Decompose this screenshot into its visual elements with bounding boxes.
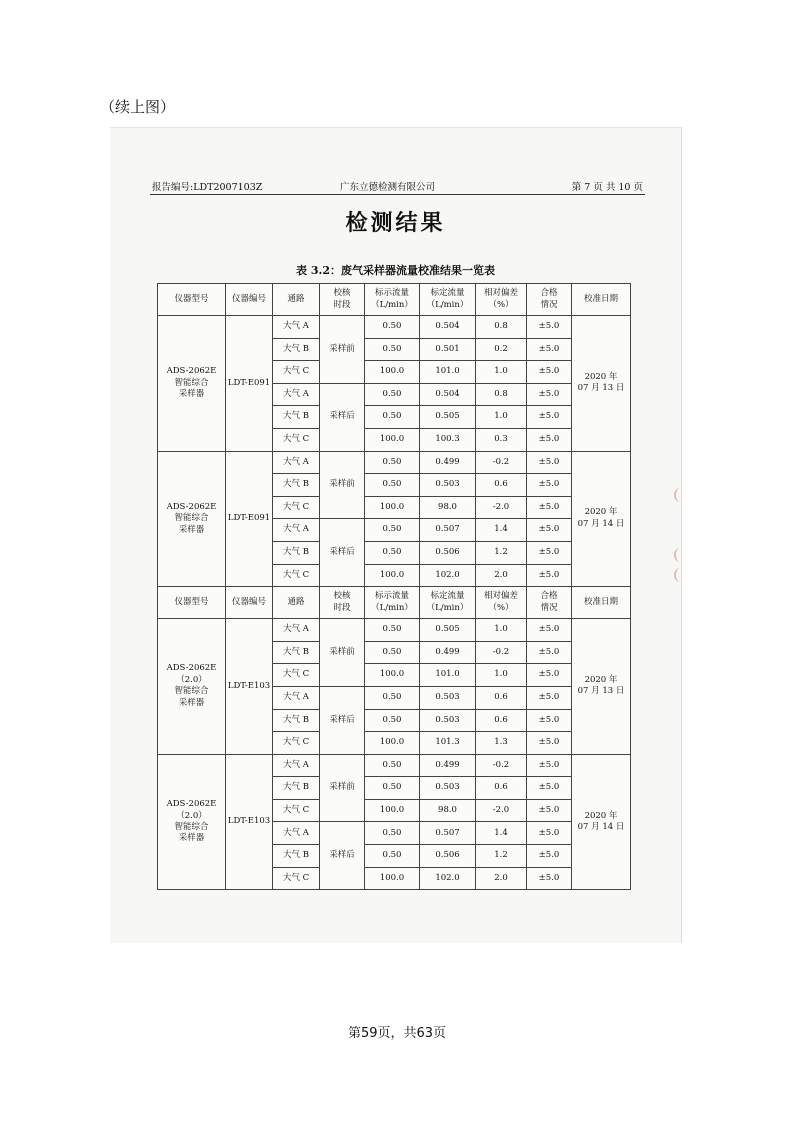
cell-channel: 大气 A	[273, 686, 320, 709]
cell-calibration-date	[572, 451, 631, 587]
model-line: （2.0）	[176, 674, 207, 685]
model-line: 采样器	[178, 389, 205, 400]
cell-indicated-flow: 100.0	[365, 732, 420, 755]
cell-calibrated-flow: 0.501	[420, 338, 476, 361]
header-line: 标定流量	[430, 591, 465, 602]
cell-relative-deviation: -2.0	[476, 496, 527, 519]
header-model: 仪器型号	[158, 284, 226, 316]
model-line: （2.0）	[176, 810, 207, 821]
table-row	[158, 316, 631, 339]
cell-calibrated-flow: 100.3	[420, 428, 476, 451]
cell-calibrated-flow: 0.505	[420, 406, 476, 429]
header-line: 合格	[540, 288, 558, 299]
cell-indicated-flow: 100.0	[365, 428, 420, 451]
cell-calibration-date	[572, 754, 631, 890]
model-line: 采样器	[178, 524, 205, 535]
cell-qualified: ±5.0	[527, 822, 572, 845]
cell-calibrated-flow: 0.506	[420, 845, 476, 868]
cell-relative-deviation: 0.3	[476, 428, 527, 451]
cell-channel: 大气 B	[273, 845, 320, 868]
cell-indicated-flow: 0.50	[365, 383, 420, 406]
stamp-mark	[674, 488, 686, 502]
date-line: 2020 年	[584, 810, 618, 821]
cell-indicated-flow: 0.50	[365, 777, 420, 800]
date-line: 2020 年	[584, 371, 618, 382]
header-calibrated-flow	[420, 284, 476, 316]
cell-calibrated-flow: 0.499	[420, 754, 476, 777]
cell-check-period: 采样前	[320, 754, 365, 822]
header-calibration-date: 校准日期	[572, 284, 631, 316]
cell-channel: 大气 B	[273, 338, 320, 361]
cell-channel: 大气 C	[273, 867, 320, 890]
cell-calibrated-flow: 98.0	[420, 799, 476, 822]
cell-relative-deviation: 0.6	[476, 777, 527, 800]
cell-calibrated-flow: 0.503	[420, 474, 476, 497]
header-instrument-no: 仪器编号	[226, 284, 273, 316]
cell-calibrated-flow: 102.0	[420, 564, 476, 587]
model-line: 采样器	[178, 697, 205, 708]
cell-indicated-flow: 0.50	[365, 316, 420, 339]
cell-qualified: ±5.0	[527, 777, 572, 800]
date-line: 07 月 13 日	[577, 686, 625, 697]
cell-calibrated-flow: 0.504	[420, 316, 476, 339]
header-line: 标示流量	[374, 288, 409, 299]
cell-channel: 大气 C	[273, 664, 320, 687]
model-line: ADS-2062E	[166, 366, 217, 377]
header-line: （%）	[488, 602, 514, 613]
cell-instrument-no: LDT-E091	[226, 451, 273, 587]
cell-relative-deviation: -2.0	[476, 799, 527, 822]
cell-channel: 大气 C	[273, 564, 320, 587]
page-footer: 第59页，共63页	[347, 1026, 447, 1041]
cell-qualified: ±5.0	[527, 338, 572, 361]
header-indicated-flow	[365, 587, 420, 619]
cell-qualified: ±5.0	[527, 541, 572, 564]
cell-indicated-flow: 0.50	[365, 338, 420, 361]
cell-indicated-flow: 100.0	[365, 867, 420, 890]
cell-check-period: 采样后	[320, 519, 365, 587]
cell-channel: 大气 B	[273, 474, 320, 497]
header-channel: 通路	[273, 587, 320, 619]
header-instrument-no: 仪器编号	[226, 587, 273, 619]
cell-channel: 大气 C	[273, 496, 320, 519]
table-header-row	[158, 284, 631, 316]
cell-channel: 大气 A	[273, 383, 320, 406]
document-title: 检测结果	[345, 211, 446, 236]
report-page-info: 第 7 页 共 10 页	[571, 182, 643, 193]
cell-calibrated-flow: 0.504	[420, 383, 476, 406]
cell-indicated-flow: 0.50	[365, 406, 420, 429]
header-line: （L/min）	[426, 602, 469, 613]
cell-indicated-flow: 0.50	[365, 451, 420, 474]
cell-relative-deviation: 1.2	[476, 845, 527, 868]
cell-indicated-flow: 100.0	[365, 496, 420, 519]
header-line: 校核	[333, 591, 351, 602]
cell-relative-deviation: 0.6	[476, 686, 527, 709]
cell-qualified: ±5.0	[527, 383, 572, 406]
header-calibrated-flow	[420, 587, 476, 619]
cell-channel: 大气 A	[273, 754, 320, 777]
cell-relative-deviation: 2.0	[476, 564, 527, 587]
cell-indicated-flow: 0.50	[365, 619, 420, 642]
cell-channel: 大气 C	[273, 361, 320, 384]
cell-indicated-flow: 0.50	[365, 474, 420, 497]
cell-check-period: 采样前	[320, 451, 365, 519]
cell-model	[158, 619, 226, 755]
model-line: ADS-2062E	[166, 799, 217, 810]
cell-relative-deviation: 1.2	[476, 541, 527, 564]
cell-qualified: ±5.0	[527, 664, 572, 687]
cell-check-period: 采样前	[320, 316, 365, 384]
header-check-period	[320, 284, 365, 316]
cell-indicated-flow: 0.50	[365, 754, 420, 777]
cell-indicated-flow: 100.0	[365, 799, 420, 822]
cell-qualified: ±5.0	[527, 428, 572, 451]
header-line: 时段	[333, 299, 351, 310]
cell-calibrated-flow: 101.3	[420, 732, 476, 755]
table-caption: 表 3.2：废气采样器流量校准结果一览表	[296, 264, 495, 277]
cell-indicated-flow: 100.0	[365, 361, 420, 384]
header-line: （%）	[488, 299, 514, 310]
date-line: 07 月 14 日	[577, 821, 625, 832]
cell-qualified: ±5.0	[527, 406, 572, 429]
cell-qualified: ±5.0	[527, 867, 572, 890]
cell-instrument-no: LDT-E103	[226, 754, 273, 890]
cell-channel: 大气 B	[273, 709, 320, 732]
cell-indicated-flow: 100.0	[365, 664, 420, 687]
cell-indicated-flow: 0.50	[365, 541, 420, 564]
cell-qualified: ±5.0	[527, 619, 572, 642]
cell-calibrated-flow: 0.503	[420, 686, 476, 709]
header-line: 相对偏差	[483, 591, 518, 602]
header-line: 情况	[540, 602, 558, 613]
cell-relative-deviation: 0.2	[476, 338, 527, 361]
header-line: 时段	[333, 602, 351, 613]
table-row	[158, 619, 631, 642]
cell-check-period: 采样后	[320, 383, 365, 451]
cell-qualified: ±5.0	[527, 641, 572, 664]
cell-relative-deviation: -0.2	[476, 451, 527, 474]
cell-calibrated-flow: 0.507	[420, 519, 476, 542]
model-line: ADS-2062E	[166, 663, 217, 674]
model-line: 智能综合	[174, 377, 209, 388]
cell-channel: 大气 B	[273, 777, 320, 800]
header-line: （L/min）	[371, 299, 413, 310]
cell-calibrated-flow: 101.0	[420, 361, 476, 384]
model-line: 采样器	[178, 833, 205, 844]
cell-instrument-no: LDT-E103	[226, 619, 273, 755]
cell-relative-deviation: 0.6	[476, 709, 527, 732]
cell-relative-deviation: 1.0	[476, 406, 527, 429]
cell-calibrated-flow: 0.503	[420, 777, 476, 800]
cell-indicated-flow: 0.50	[365, 845, 420, 868]
cell-relative-deviation: 1.0	[476, 619, 527, 642]
cell-qualified: ±5.0	[527, 799, 572, 822]
cell-qualified: ±5.0	[527, 361, 572, 384]
header-line: （L/min）	[371, 602, 413, 613]
header-model: 仪器型号	[158, 587, 226, 619]
cell-indicated-flow: 0.50	[365, 519, 420, 542]
model-line: 智能综合	[174, 686, 209, 697]
cell-qualified: ±5.0	[527, 451, 572, 474]
date-line: 07 月 13 日	[577, 383, 625, 394]
cell-calibrated-flow: 0.503	[420, 709, 476, 732]
cell-qualified: ±5.0	[527, 686, 572, 709]
cell-calibrated-flow: 101.0	[420, 664, 476, 687]
calibration-table	[157, 283, 631, 890]
cell-relative-deviation: 2.0	[476, 867, 527, 890]
cell-channel: 大气 B	[273, 541, 320, 564]
cell-qualified: ±5.0	[527, 519, 572, 542]
cell-qualified: ±5.0	[527, 709, 572, 732]
model-line: 智能综合	[174, 513, 209, 524]
report-number: 报告编号:LDT2007103Z	[152, 182, 263, 193]
cell-relative-deviation: 1.0	[476, 664, 527, 687]
header-channel: 通路	[273, 284, 320, 316]
date-line: 07 月 14 日	[577, 518, 625, 529]
cell-channel: 大气 B	[273, 641, 320, 664]
model-line: 智能综合	[174, 821, 209, 832]
header-relative-deviation	[476, 284, 527, 316]
cell-relative-deviation: 1.3	[476, 732, 527, 755]
cell-check-period: 采样前	[320, 619, 365, 687]
table-header-row	[158, 587, 631, 619]
cell-calibrated-flow: 0.507	[420, 822, 476, 845]
cell-model	[158, 451, 226, 587]
cell-relative-deviation: 1.4	[476, 519, 527, 542]
header-line: （L/min）	[426, 299, 469, 310]
cell-channel: 大气 A	[273, 451, 320, 474]
cell-indicated-flow: 0.50	[365, 709, 420, 732]
cell-relative-deviation: 1.0	[476, 361, 527, 384]
cell-model	[158, 754, 226, 890]
cell-qualified: ±5.0	[527, 496, 572, 519]
header-line: 相对偏差	[483, 288, 518, 299]
header-qualified	[527, 284, 572, 316]
cell-calibrated-flow: 0.505	[420, 619, 476, 642]
header-indicated-flow	[365, 284, 420, 316]
cell-qualified: ±5.0	[527, 732, 572, 755]
header-check-period	[320, 587, 365, 619]
header-line: 校核	[333, 288, 351, 299]
cell-calibrated-flow: 0.506	[420, 541, 476, 564]
cell-relative-deviation: -0.2	[476, 754, 527, 777]
cell-model	[158, 316, 226, 452]
date-line: 2020 年	[584, 507, 618, 518]
cell-channel: 大气 A	[273, 519, 320, 542]
cell-relative-deviation: -0.2	[476, 641, 527, 664]
cell-indicated-flow: 0.50	[365, 641, 420, 664]
cell-channel: 大气 C	[273, 428, 320, 451]
header-calibration-date: 校准日期	[572, 587, 631, 619]
cell-qualified: ±5.0	[527, 564, 572, 587]
continued-label: （续上图）	[100, 98, 176, 116]
date-line: 2020 年	[584, 674, 618, 685]
cell-relative-deviation: 0.8	[476, 316, 527, 339]
cell-qualified: ±5.0	[527, 316, 572, 339]
header-line: 标示流量	[374, 591, 409, 602]
cell-check-period: 采样后	[320, 822, 365, 890]
stamp-mark	[674, 568, 686, 582]
cell-calibrated-flow: 0.499	[420, 641, 476, 664]
cell-qualified: ±5.0	[527, 845, 572, 868]
cell-channel: 大气 B	[273, 406, 320, 429]
table-row	[158, 451, 631, 474]
report-header	[150, 178, 645, 195]
cell-channel: 大气 A	[273, 316, 320, 339]
scanned-report-page	[110, 127, 682, 943]
cell-relative-deviation: 1.4	[476, 822, 527, 845]
cell-relative-deviation: 0.8	[476, 383, 527, 406]
header-line: 情况	[540, 299, 558, 310]
cell-check-period: 采样后	[320, 686, 365, 754]
cell-indicated-flow: 0.50	[365, 822, 420, 845]
cell-indicated-flow: 100.0	[365, 564, 420, 587]
cell-calibrated-flow: 102.0	[420, 867, 476, 890]
header-relative-deviation	[476, 587, 527, 619]
cell-indicated-flow: 0.50	[365, 686, 420, 709]
stamp-mark	[674, 548, 686, 562]
cell-channel: 大气 C	[273, 799, 320, 822]
cell-instrument-no: LDT-E091	[226, 316, 273, 452]
cell-qualified: ±5.0	[527, 754, 572, 777]
cell-calibrated-flow: 98.0	[420, 496, 476, 519]
header-line: 标定流量	[430, 288, 465, 299]
cell-channel: 大气 A	[273, 619, 320, 642]
cell-calibration-date	[572, 316, 631, 452]
cell-channel: 大气 C	[273, 732, 320, 755]
header-qualified	[527, 587, 572, 619]
cell-relative-deviation: 0.6	[476, 474, 527, 497]
company-name: 广东立德检测有限公司	[340, 182, 436, 193]
cell-channel: 大气 A	[273, 822, 320, 845]
cell-calibrated-flow: 0.499	[420, 451, 476, 474]
header-line: 合格	[540, 591, 558, 602]
table-row	[158, 754, 631, 777]
model-line: ADS-2062E	[166, 501, 217, 512]
cell-qualified: ±5.0	[527, 474, 572, 497]
cell-calibration-date	[572, 619, 631, 755]
